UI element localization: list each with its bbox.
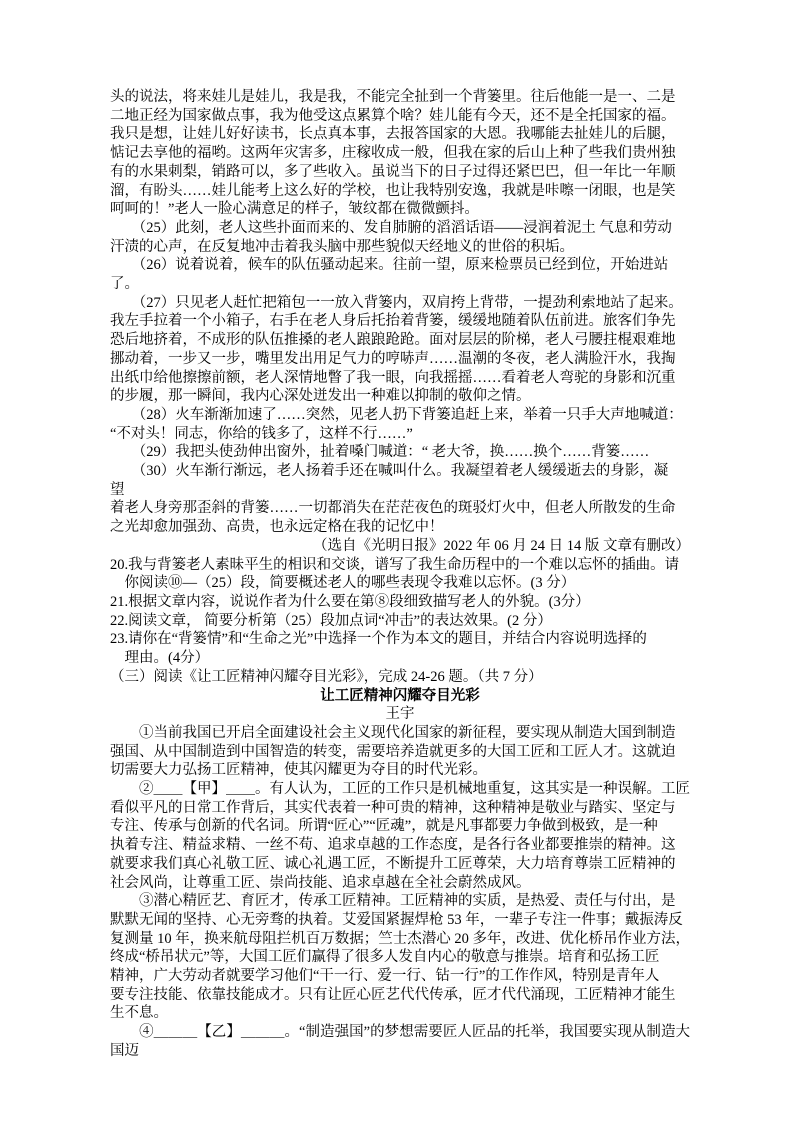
text-line: 挪动着，一步又一步，嘴里发出用足气力的哼哧声……温潮的冬夜，老人满脸汗水，我掏	[110, 350, 676, 367]
text-line: 你阅读⑩—（25）段，简要概述老人的哪些表现令我难以忘怀。(3 分）	[110, 575, 576, 592]
text-line: （26）说着说着，候车的队伍骚动起来。往前一望，原来检票员已经到位，开始进站	[110, 257, 669, 274]
text-line: 的步履，那一瞬间，我内心深处迸发出一种难以抑制的敬仰之情。	[110, 388, 531, 405]
question-list	[110, 556, 690, 668]
text-line: 专注、传承与创新的代名词。所谓“匠心”“匠魂”，就是凡事都要力争做到极致，是一种	[110, 818, 658, 835]
text-line: 汗渍的心声，在反复地冲击着我头脑中那些貌似天经地义的世俗的积垢。	[110, 238, 574, 255]
narrative-text	[110, 88, 690, 537]
text-line: ④＿＿＿【乙】＿＿＿。“制造强国”的梦想需要匠人匠品的托举，我国要实现从制造大国迈	[110, 1024, 690, 1059]
text-line: 终成“桥吊状元”等，大国工匠们赢得了很多人发自内心的敬意与推崇。培育和弘扬工匠	[110, 949, 660, 966]
text-line: 21.根据文章内容，说说作者为什么要在第⑧段细致描写老人的外貌。(3分）	[110, 593, 590, 610]
text-line: 23.请你在“背篓情”和“生命之光”中选择一个作为本文的题目，并结合内容说明选择的	[110, 631, 647, 648]
text-line: （27）只见老人赶忙把箱包一一放入背篓内，双肩挎上背带，一提劲利索地站了起来。	[110, 294, 683, 311]
essay-author: 王宇	[385, 706, 415, 723]
text-line: ①当前我国已开启全面建设社会主义现代化国家的新征程，要实现从制造大国到制造	[110, 724, 676, 741]
text-line: ②＿＿【甲】＿＿。有人认为，工匠的工作只是机械地重复，这其实是一种误解。工匠	[110, 781, 690, 798]
text-line: 我只是想，让娃儿好好读书，长点真本事，去报答国家的大恩。我哪能去扯娃儿的后腿，	[110, 126, 676, 143]
text-line: 切需要大力弘扬工匠精神，使其闪耀更为夺目的时代光彩。	[110, 762, 487, 779]
text-line: 溜，有盼头……娃儿能考上这么好的学校，也让我特别安逸，我就是咔嚓一闭眼，也是笑	[110, 182, 676, 199]
text-line: 强国、从中国制造到中国智造的转变，需要培养造就更多的大国工匠和工匠人才。这就迫	[110, 743, 676, 760]
text-line: 有的水果刺梨，销路可以，多了些收入。虽说当下的日子过得还紧巴巴，但一年比一年顺	[110, 163, 676, 180]
text-line: 精神，广大劳动者就要学习他们“干一行、爱一行、钻一行”的工作作风，特别是青年人	[110, 968, 660, 985]
text-line: 望	[110, 481, 125, 498]
text-line: 头的说法，将来娃儿是娃儿，我是我，不能完全扯到一个背篓里。往后他能一是一、二是	[110, 89, 676, 105]
text-line: （30）火车渐行渐远，老人扬着手还在喊叫什么。我凝望着老人缓缓逝去的身影，凝	[110, 463, 669, 480]
text-line: 二地正经为国家做点事，我为他受这点累算个啥？娃儿能有今天，还不是全托国家的福。	[110, 107, 676, 124]
essay-text	[110, 724, 690, 1061]
text-line: 执着专注、精益求精、一丝不苟、追求卓越的工作态度，是各行各业都要推崇的精神。这	[110, 837, 676, 854]
text-line: （29）我把头使劲伸出窗外，扯着嗓门喊道：“ 老大爷，换……换个……背篓……	[110, 444, 650, 461]
text-line: 着老人身旁那歪斜的背篓……一切都消失在茫茫夜色的斑驳灯火中，但老人所散发的生命	[110, 500, 676, 517]
text-line: （28）火车渐渐加速了……突然，见老人扔下背篓追赶上来，举着一只手大声地喊道：	[110, 406, 683, 423]
section-heading-block	[110, 668, 690, 687]
text-line: 之光却愈加强劲、高贵，也永远定格在我的记忆中！	[110, 519, 444, 536]
text-line: 默默无闻的坚持、心无旁骛的执着。艾爱国紧握焊枪 53 年，一辈子专注一件事；戴振涛反	[110, 911, 683, 928]
text-line: ③潜心精匠艺、育匠才，传承工匠精神。工匠精神的实质，是热爱、责任与付出，是	[110, 893, 676, 910]
text-line: 社会风尚，让尊重工匠、崇尚技能、追求卓越在全社会蔚然成风。	[110, 874, 531, 891]
text-line: 呵呵的！”老人一脸心满意足的样子，皱纹都在微微颤抖。	[110, 201, 479, 218]
text-line: 我左手拉着一个小箱子，右手在老人身后托抬着背篓，缓缓地随着队伍前进。旅客们争先	[110, 313, 676, 330]
citation-line: （选自《光明日报》2022 年 06 月 24 日 14 版 文章有删改）	[313, 537, 690, 554]
text-line: 22.阅读文章， 简要分析第（25）段加点词“冲击”的表达效果。(2 分）	[110, 612, 552, 629]
text-line: （25）此刻，老人这些扑面而来的、发自肺腑的滔滔话语——浸润着泥土 气息和劳动	[110, 219, 672, 236]
text-line: 复测量 10 年，换来航母阻拦机百万数据；竺士杰潜心 20 多年，改进、优化桥吊作业方法，	[110, 930, 690, 947]
text-line: 看似平凡的日常工作背后，其实代表着一种可贵的精神，这种精神是敬业与踏实、坚定与	[110, 799, 676, 816]
section-heading: （三）阅读《让工匠精神闪耀夺目光彩》，完成 24-26 题。（共 7 分）	[110, 668, 543, 685]
text-line: 恐后地挤着，不成形的队伍推搡的老人踉踉跄跄。面对层层的阶梯，老人弓腰拄棍艰难地	[110, 332, 676, 349]
text-line: 生不息。	[110, 1005, 168, 1022]
text-line: 理由。(4分）	[110, 650, 210, 667]
essay-title: 让工匠精神闪耀夺目光彩	[320, 687, 480, 704]
text-line: 了。	[110, 276, 139, 293]
text-line: 20.我与背篓老人素昧平生的相识和交谈，谱写了我生命历程中的一个难以忘怀的插曲。请	[110, 556, 680, 573]
text-line: 就要求我们真心礼敬工匠、诚心礼遇工匠，不断提升工匠尊荣，大力培育尊崇工匠精神的	[110, 855, 676, 872]
text-line: “不对头！同志，你给的钱多了，这样不行……”	[110, 425, 413, 442]
text-line: 惦记去享他的福哟。这两年灾害多，庄稼收成一般，但我在家的后山上种了些我们贵州独	[110, 145, 676, 162]
text-line: 要专注技能、依靠技能成才。只有让匠心匠艺代代传承，匠才代代涌现，工匠精神才能生	[110, 986, 676, 1003]
text-line: 出纸巾给他擦擦前额，老人深情地瞥了我一眼，向我摇摇……看着老人弯驼的身影和沉重	[110, 369, 676, 386]
